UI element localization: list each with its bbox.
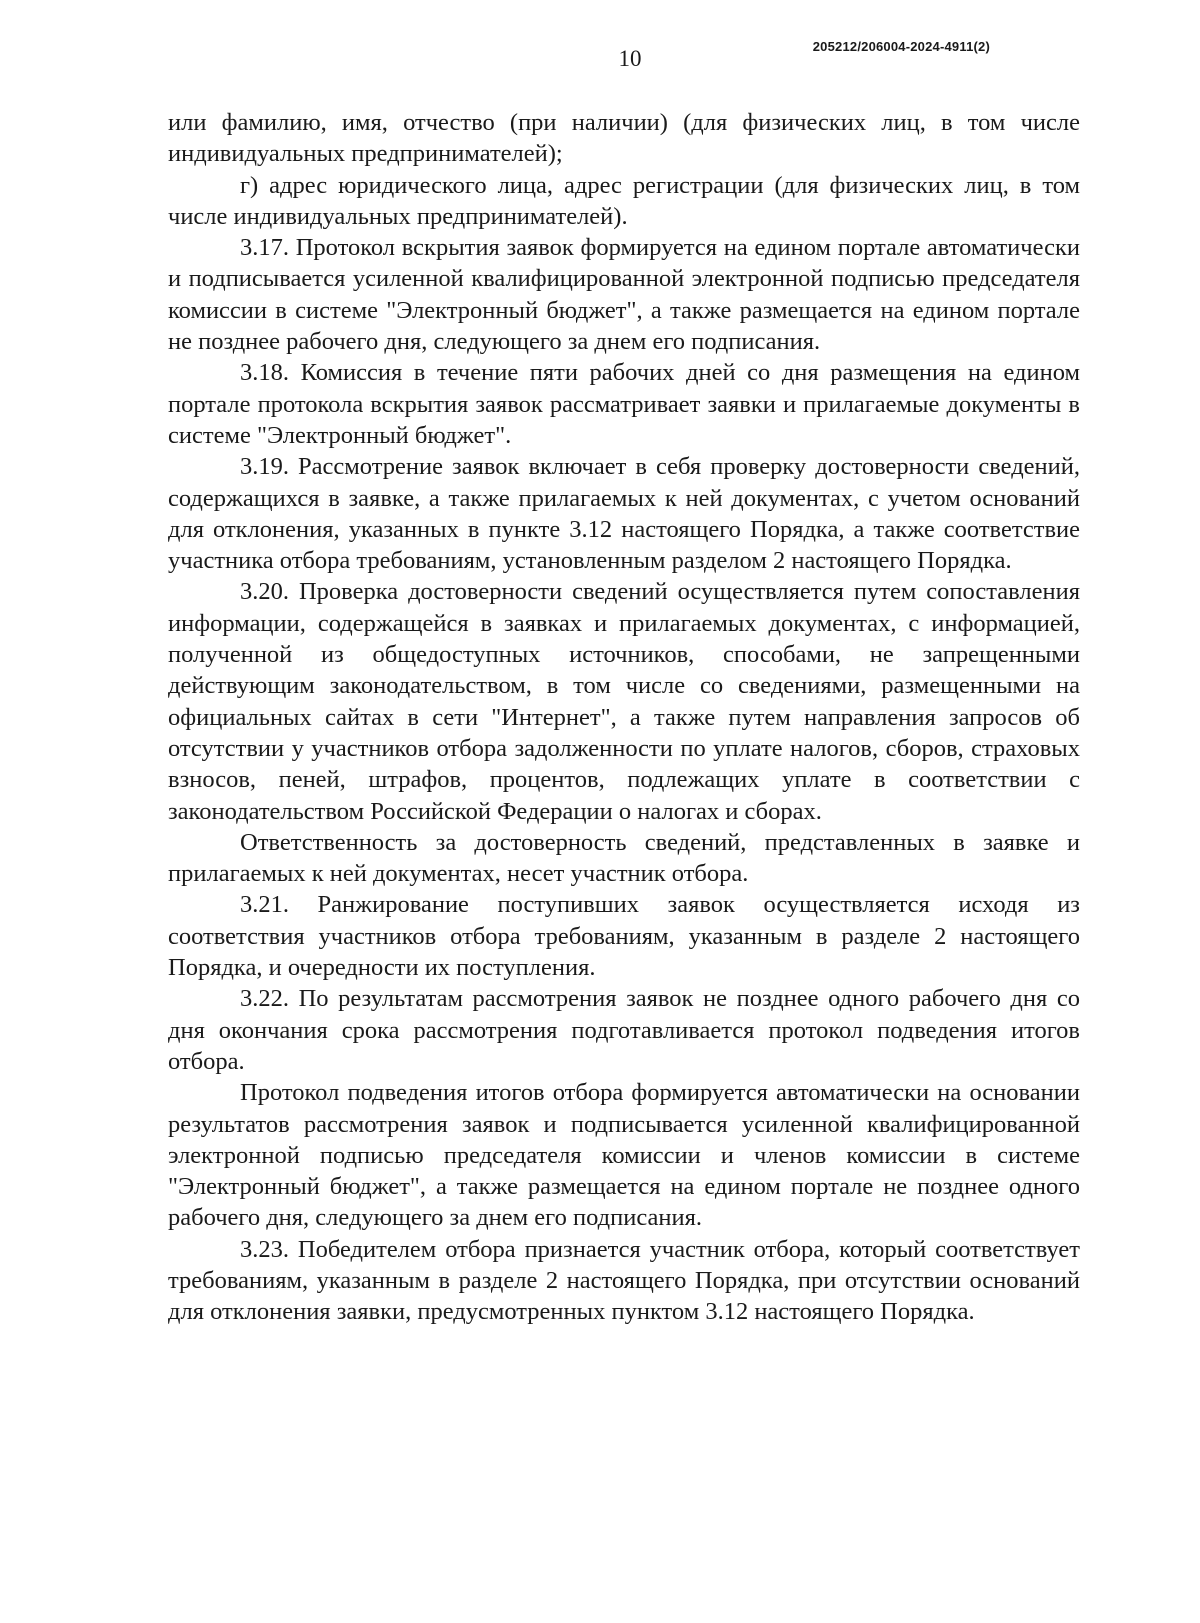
paragraph-responsibility: Ответственность за достоверность сведений, представленных в заявке и прилагаемых к ней документах, несет участник отбора. (168, 828, 1080, 888)
paragraph-protocol: Протокол подведения итогов отбора формируется автоматически на основании результатов рассмотрения заявок и подписывается усиленной квалифицированной электронной подписью председателя комиссии и членов комиссии в системе "Электронный бюджет", а также размещается на едином портале не позднее одного рабочего дня, следующего за днем его подписания. (168, 1079, 1080, 1232)
paragraph-3-18: 3.18. Комиссия в течение пяти рабочих дней со дня размещения на едином портале протокола вскрытия заявок рассматривает заявки и прилагаемые документы в системе "Электронный бюджет". (168, 359, 1080, 449)
paragraph-3-19: 3.19. Рассмотрение заявок включает в себя проверку достоверности сведений, содержащихся в заявке, а также прилагаемых к ней документах, с учетом оснований для отклонения, указанных в пункте 3.12 настоящего Порядка, а также соответствие участника отбора требованиям, установленным разделом 2 настоящего Порядка. (168, 453, 1080, 575)
paragraph-3-20: 3.20. Проверка достоверности сведений осуществляется путем сопоставления информации, содержащейся в заявках и прилагаемых документах, с информацией, полученной из общедоступных источников, способами, не запрещенными действующим законодательством, в том числе со сведениями, размещенными на официальных сайтах в сети "Интернет", а также путем направления запросов об отсутствии у участников отбора задолженности по уплате налогов, сборов, страховых взносов, пеней, штрафов, процентов, подлежащих уплате в соответствии с законодательством Российской Федерации о налогах и сборах. (168, 578, 1080, 825)
paragraph-item-g: г) адрес юридического лица, адрес регистрации (для физических лиц, в том числе индивидуальных предпринимателей). (168, 171, 1080, 230)
paragraph-3-22: 3.22. По результатам рассмотрения заявок не позднее одного рабочего дня со дня окончания срока рассмотрения подготавливается протокол подведения итогов отбора. (168, 985, 1080, 1075)
paragraph-3-23: 3.23. Победителем отбора признается участник отбора, который соответствует требованиям, указанным в разделе 2 настоящего Порядка, при отсутствии оснований для отклонения заявки, предусмотренных пунктом 3.12 настоящего Порядка. (168, 1235, 1080, 1326)
page-number: 10 (618, 46, 642, 71)
paragraph-3-17: 3.17. Протокол вскрытия заявок формируется на едином портале автоматически и подписывается усиленной квалифицированной электронной подписью председателя комиссии в системе "Электронный бюджет", а также размещается на едином портале не позднее рабочего дня, следующего за днем его подписания. (168, 234, 1080, 356)
paragraph-continuation: или фамилию, имя, отчество (при наличии) (для физических лиц, в том числе индивидуальных предпринимателей); (168, 109, 1080, 168)
document-body (168, 107, 1080, 1328)
paragraph-3-21: 3.21. Ранжирование поступивших заявок осуществляется исходя из соответствия участников отбора требованиям, указанным в разделе 2 настоящего Порядка, и очередности их поступления. (168, 891, 1080, 982)
document-id: 205212/206004-2024-4911(2) (812, 39, 990, 54)
